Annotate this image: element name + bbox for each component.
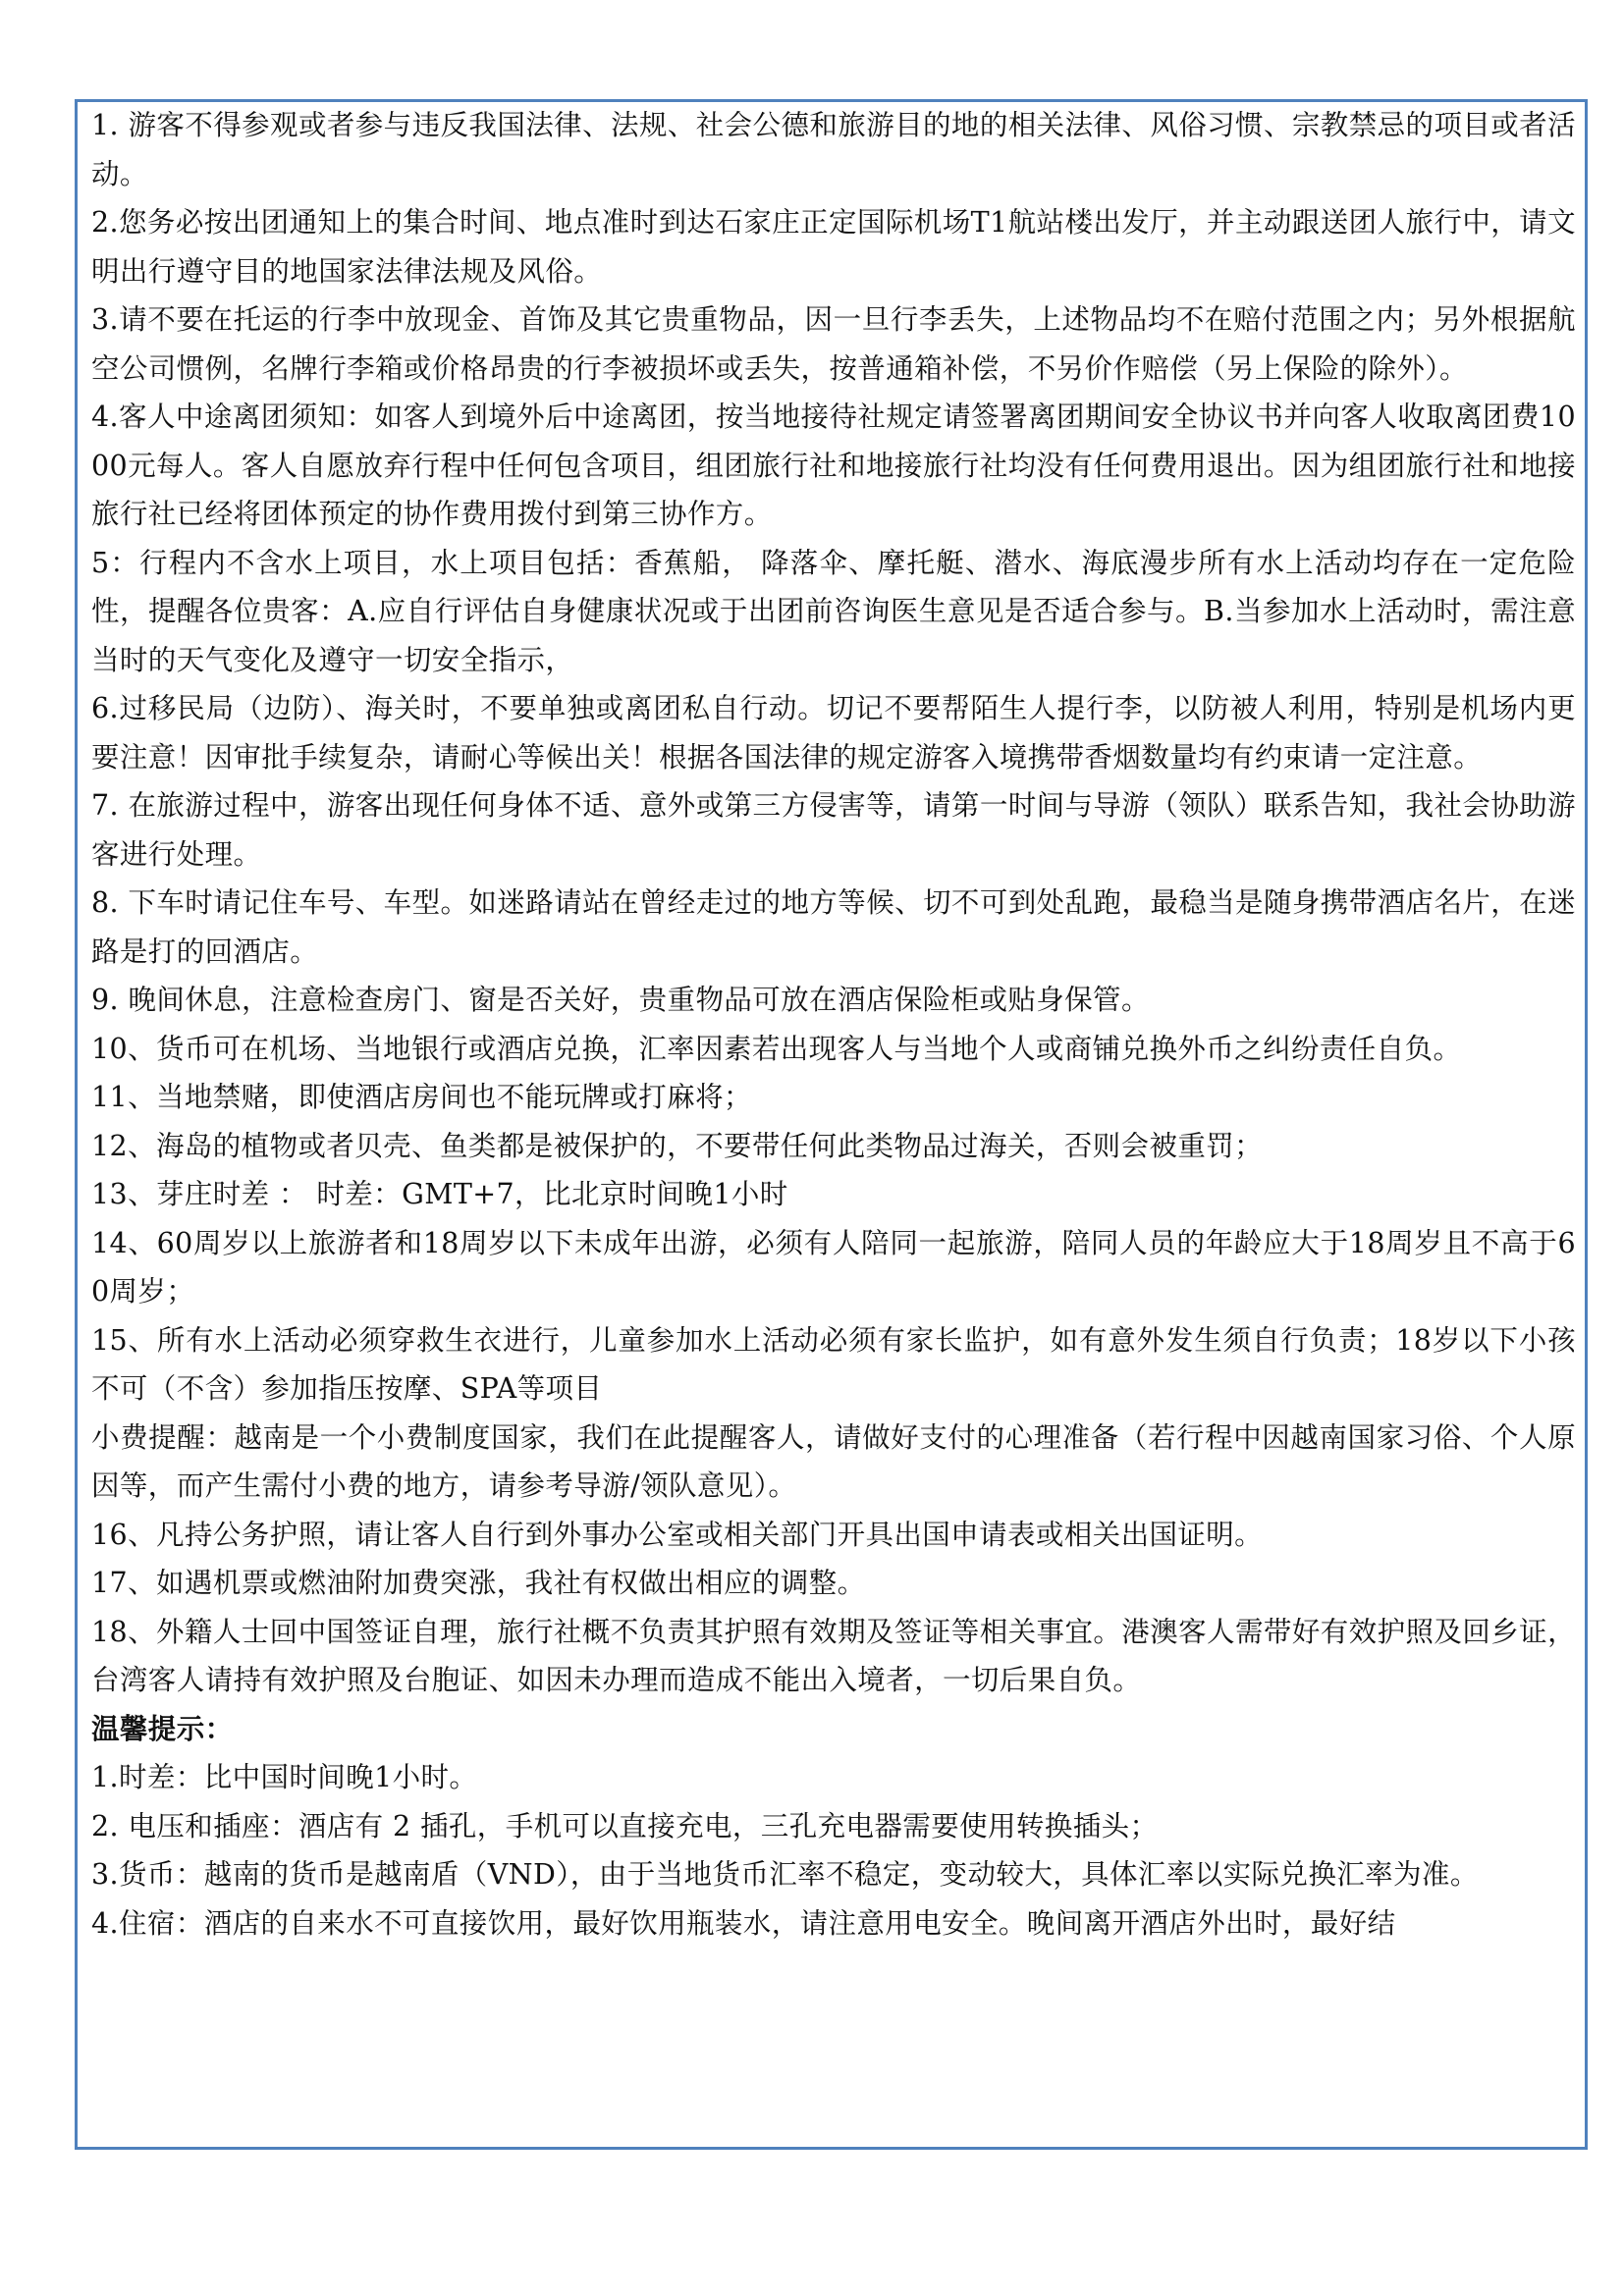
notice-item-7: 7. 在旅游过程中，游客出现任何身体不适、意外或第三方侵害等，请第一时间与导游（领队）联系告知，我社会协助游客进行处理。 [91, 789, 1576, 871]
notice-item-1: 1. 游客不得参观或者参与违反我国法律、法规、社会公德和旅游目的地的相关法律、风俗习惯、宗教禁忌的项目或者活动。 [91, 109, 1576, 190]
notice-item-15: 15、所有水上活动必须穿救生衣进行，儿童参加水上活动必须有家长监护，如有意外发生须自行负责；18岁以下小孩不可（不含）参加指压按摩、SPA等项目 [91, 1323, 1576, 1405]
notice-content [91, 101, 1576, 1948]
notice-item-3: 3.请不要在托运的行李中放现金、首饰及其它贵重物品，因一旦行李丢失，上述物品均不在赔付范围之内；另外根据航空公司惯例，名牌行李箱或价格昂贵的行李被损坏或丢失，按普通箱补偿，不另价作赔偿（另上保险的除外）。 [91, 303, 1576, 385]
notice-item-9: 9. 晚间休息，注意检查房门、窗是否关好，贵重物品可放在酒店保险柜或贴身保管。 [91, 984, 1150, 1016]
notice-item-6: 6.过移民局（边防）、海关时，不要单独或离团私自行动。切记不要帮陌生人提行李，以防被人利用，特别是机场内更要注意！因审批手续复杂，请耐心等候出关！根据各国法律的规定游客入境携带香烟数量均有约束请一定注意。 [91, 692, 1576, 774]
tip-item-4: 4.住宿：酒店的自来水不可直接饮用，最好饮用瓶装水，请注意用电安全。晚间离开酒店外出时，最好结 [91, 1906, 1396, 1940]
notice-item-12: 12、海岛的植物或者贝壳、鱼类都是被保护的，不要带任何此类物品过海关，否则会被重罚； [91, 1129, 1264, 1162]
tips-heading: 温馨提示： [91, 1712, 234, 1745]
notice-item-11: 11、当地禁赌，即使酒店房间也不能玩牌或打麻将； [91, 1081, 752, 1113]
notice-item-18: 18、外籍人士回中国签证自理，旅行社概不负责其护照有效期及签证等相关事宜。港澳客人需带好有效护照及回乡证，台湾客人请持有效护照及台胞证、如因未办理而造成不能出入境者，一切后果自负。 [91, 1615, 1576, 1696]
notice-item-4: 4.客人中途离团须知：如客人到境外后中途离团，按当地接待社规定请签署离团期间安全协议书并向客人收取离团费1000元每人。客人自愿放弃行程中任何包含项目，组团旅行社和地接旅行社均没有任何费用退出。因为组团旅行社和地接旅行社已经将团体预定的协作费用拨付到第三协作方。 [91, 400, 1576, 530]
tipping-reminder: 小费提醒：越南是一个小费制度国家，我们在此提醒客人，请做好支付的心理准备（若行程中因越南国家习俗、个人原因等，而产生需付小费的地方，请参考导游/领队意见）。 [91, 1420, 1576, 1502]
notice-item-17: 17、如遇机票或燃油附加费突涨，我社有权做出相应的调整。 [91, 1567, 866, 1599]
notice-item-5: 5：行程内不含水上项目，水上项目包括：香蕉船， 降落伞、摩托艇、潜水、海底漫步所有水上活动均存在一定危险性，提醒各位贵客：A.应自行评估自身健康状况或于出团前咨询医生意见是否适合参与。B.当参加水上活动时，需注意当时的天气变化及遵守一切安全指示， [91, 546, 1576, 676]
notice-item-10: 10、货币可在机场、当地银行或酒店兑换，汇率因素若出现客人与当地个人或商铺兑换外币之纠纷责任自负。 [91, 1032, 1462, 1065]
notice-item-2: 2.您务必按出团通知上的集合时间、地点准时到达石家庄正定国际机场T1航站楼出发厅，并主动跟送团人旅行中，请文明出行遵守目的地国家法律法规及风俗。 [91, 206, 1576, 288]
tip-item-1: 1.时差：比中国时间晚1小时。 [91, 1761, 478, 1793]
tip-item-2: 2. 电压和插座：酒店有 2 插孔，手机可以直接充电，三孔充电器需要使用转换插头； [91, 1809, 1159, 1842]
notice-item-8: 8. 下车时请记住车号、车型。如迷路请站在曾经走过的地方等候、切不可到处乱跑，最稳当是随身携带酒店名片，在迷路是打的回酒店。 [91, 886, 1576, 968]
notice-item-14: 14、60周岁以上旅游者和18周岁以下未成年出游，必须有人陪同一起旅游，陪同人员的年龄应大于18周岁且不高于60周岁； [91, 1226, 1576, 1308]
tip-item-3: 3.货币：越南的货币是越南盾（VND），由于当地货币汇率不稳定，变动较大，具体汇率以实际兑换汇率为准。 [91, 1858, 1479, 1891]
notice-item-16: 16、凡持公务护照，请让客人自行到外事办公室或相关部门开具出国申请表或相关出国证明。 [91, 1518, 1264, 1551]
notice-item-13: 13、芽庄时差 ： 时差：GMT+7，比北京时间晚1小时 [91, 1178, 788, 1210]
